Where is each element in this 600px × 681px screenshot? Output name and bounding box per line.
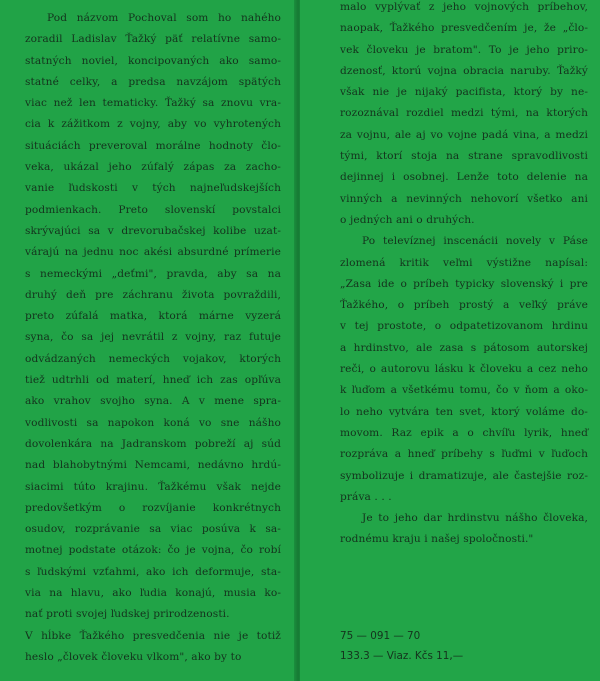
text-line: tiež udtrhli od materí, hneď ich zas opľúva	[25, 374, 281, 387]
text-line: skrývajúci sa v drevorubačskej kolibe uzat-	[25, 224, 281, 237]
text-line: k ľuďom a všetkému tomu, čo v ňom a oko-	[340, 384, 588, 397]
text-line: Po televíznej inscenácii novely v Páse	[362, 235, 588, 248]
colophon	[340, 626, 463, 666]
text-line: via na hlavu, ako ľudia konajú, musia ko-	[25, 587, 281, 600]
text-line: várajú na jednu noc akési absurdné prímerie	[25, 246, 281, 259]
text-line: preto zúfalá matka, ktorá márne vyzerá	[25, 310, 281, 323]
text-line: nať proti svojej ľudskej prirodzenosti.	[25, 608, 230, 621]
text-line: však nie je nijaký pacifista, ktorý by ne-	[340, 86, 588, 99]
text-line: ako vrahov svojho syna. A v mene spra-	[25, 395, 281, 408]
text-line: movom. Raz epik a o chvíľu lyrik, hneď	[340, 426, 588, 439]
text-line: dejinnej i osobnej. Lenže toto delenie na	[340, 171, 588, 184]
text-line: viac než len tematicky. Ťažký sa znovu vra-	[25, 97, 281, 110]
text-line: osudov, rozprávanie sa viac posúva k sa-	[25, 523, 281, 536]
text-line: situáciách preveroval morálne hodnoty člo-	[25, 139, 281, 152]
text-line: v tej prostote, o odpatetizovanom hrdinu	[340, 320, 588, 333]
text-line: Ťažkého, o príbeh prostý a veľký práve	[340, 299, 588, 312]
text-line: vodlivosti sa napokon koná vo sne nášho	[25, 416, 281, 429]
text-line: cia k zážitkom z vojny, aby vo vyhrotených	[25, 118, 281, 131]
text-line: podmienkach. Preto slovenskí povstalci	[25, 203, 281, 216]
text-line: vek človeku je bratom". To je jeho priro-	[340, 43, 588, 56]
text-line: siacimi túto krajinu. Ťažkému však nejde	[25, 480, 281, 493]
text-line: reči, o autorovu lásku k človeku a cez neho	[340, 363, 588, 376]
text-line: statné celky, a predsa navzájom spätých	[25, 75, 281, 88]
text-line: symbolizuje i dramatizuje, ale častejšie roz-	[340, 469, 588, 482]
text-line: za vojnu, ale aj vo vojne padá vina, a medzi	[340, 128, 588, 141]
text-line: veka, ukázal jeho zúfalý zápas za zacho-	[25, 161, 281, 174]
right-text-column	[340, 0, 588, 551]
right-page	[300, 0, 600, 681]
text-line: druhý deň pre záchranu života povraždili,	[25, 288, 281, 301]
text-line: malo vyplývať z jeho vojnových príbehov,	[340, 1, 588, 13]
text-line: dovolenkára na Jadranskom pobreží aj súd	[25, 437, 281, 450]
text-line: rozoznával rozdiel medzi tými, na ktorých	[340, 107, 588, 120]
text-line: naopak, Ťažkého presvedčením je, že „člo-	[340, 22, 588, 35]
text-line: s ľudskými vzťahmi, ako ich deformuje, sta-	[25, 565, 281, 578]
text-line: syna, čo sa jej nevrátil z vojny, raz futuje	[25, 331, 281, 344]
text-line: zlomená kritik veľmi výstižne napísal:	[340, 256, 588, 269]
text-line: práva . . .	[340, 490, 392, 503]
text-line: rodnému kraju i našej spoločnosti."	[340, 533, 534, 546]
text-line: vanie ľudskosti v tých najneľudskejších	[25, 182, 281, 195]
catalog-code: 75 — 091 — 70	[340, 630, 421, 642]
text-line: „Zasa ide o príbeh typicky slovenský i pre	[340, 277, 588, 290]
text-line: vinných a nevinných nehovorí všetko ani	[340, 192, 588, 205]
text-line: nad blahobytnými Nemcami, nedávno hrdú-	[25, 459, 281, 472]
left-text-column	[25, 8, 281, 668]
text-line: Je to jeho dar hrdinstvu nášho človeka,	[362, 512, 588, 525]
text-line: statných noviel, koncipovaných ako samo-	[25, 54, 281, 67]
text-line: zoradil Ladislav Ťažký päť relatívne samo-	[25, 33, 281, 46]
text-line: rozpráva a hneď príbehy s ľuďmi v ľuďoch	[340, 448, 588, 461]
text-line: Pod názvom Pochoval som ho nahého	[47, 12, 281, 24]
text-line: lo neho vytvára ten svet, ktorý voláme do-	[340, 405, 588, 418]
text-line: o jedných ani o druhých.	[340, 213, 475, 226]
left-page	[0, 0, 296, 681]
text-line: predovšetkým o rozvíjanie konkrétnych	[25, 501, 281, 514]
text-line: s nemeckými „deťmi", pravda, aby sa na	[25, 267, 281, 280]
price-line: 133.3 — Viaz. Kčs 11,—	[340, 650, 464, 662]
text-line: V hĺbke Ťažkého presvedčenia nie je totiž	[25, 629, 281, 642]
text-line: a hrdinstvo, ale zasa s pátosom autorskej	[340, 341, 588, 354]
text-line: motnej podstate otázok: čo je vojna, čo robí	[25, 544, 281, 557]
text-line: dzenosť, ktorú vojna obracia naruby. Ťažký	[340, 64, 588, 77]
text-line: heslo „človek človeku vlkom", ako by to	[25, 650, 242, 663]
text-line: tými, ktorí stoja na strane spravodlivosti	[340, 150, 588, 163]
text-line: odvádzaných nemeckých vojakov, ktorých	[25, 352, 281, 365]
